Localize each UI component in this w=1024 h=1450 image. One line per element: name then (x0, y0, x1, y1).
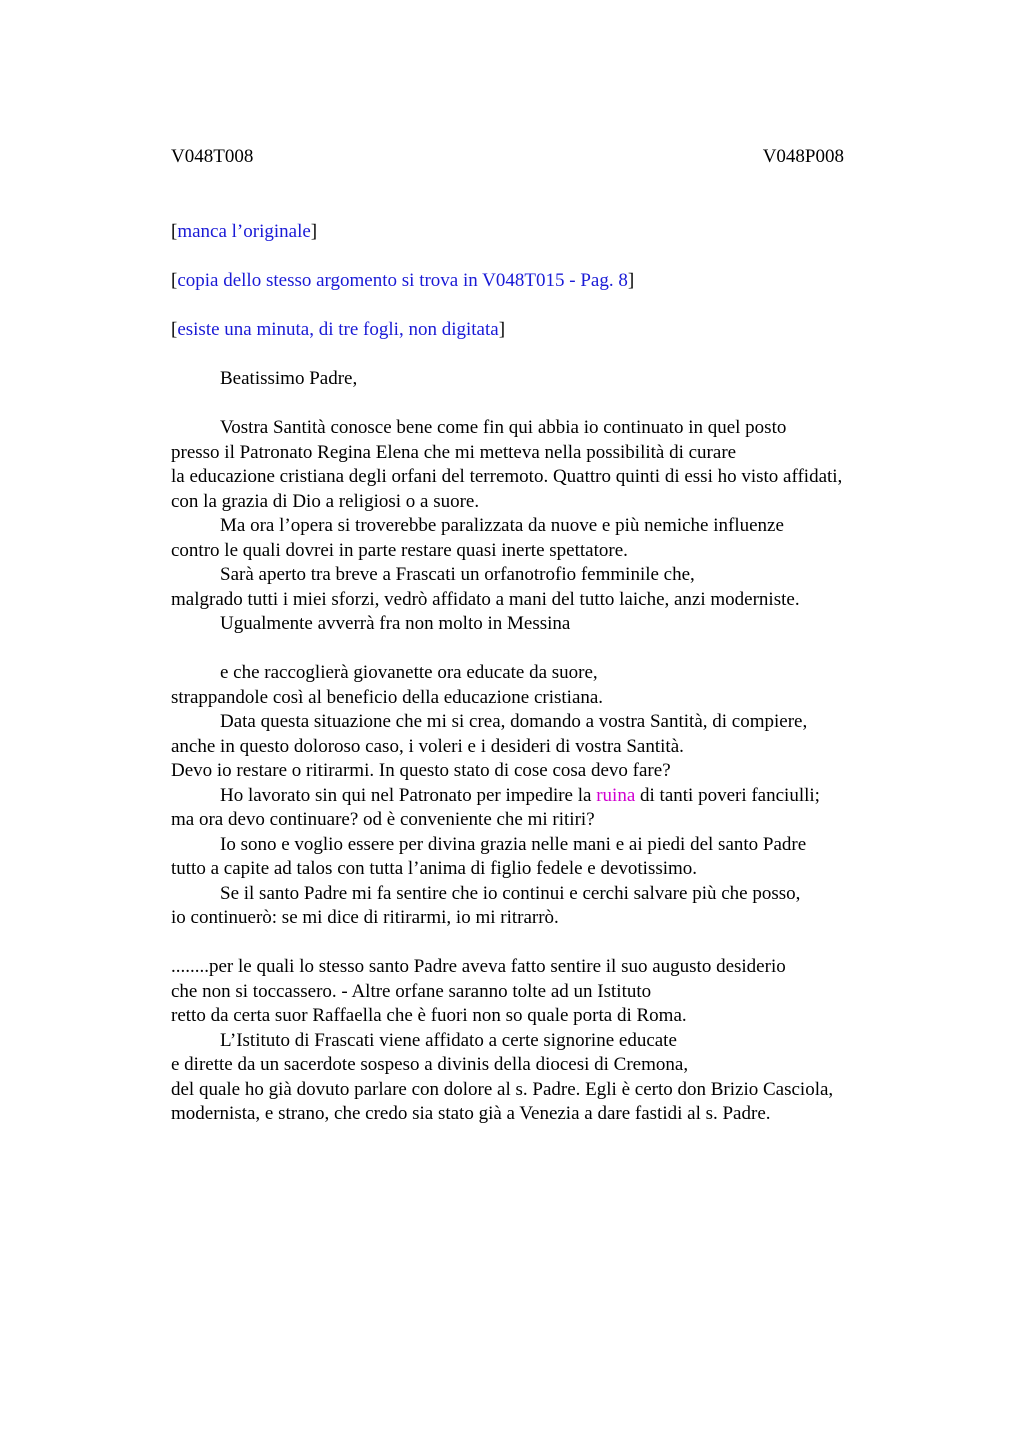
text-line: Ma ora l’opera si troverebbe paralizzata da nuove e più nemiche influenze (220, 515, 784, 536)
text-line: e dirette da un sacerdote sospeso a divinis della diocesi di Cremona, (171, 1054, 689, 1075)
note-copy-reference: [copia dello stesso argomento si trova in V048T015 - Pag. 8] (171, 270, 635, 291)
highlighted-word: ruina (596, 784, 636, 806)
note-copy-reference-text: copia dello stesso argomento si trova in V048T015 - Pag. 8 (177, 270, 628, 291)
text-line: io continuerò: se mi dice di ritirarmi, io mi ritrarrò. (171, 907, 559, 928)
text-line: malgrado tutti i miei sforzi, vedrò affidato a mani del tutto laiche, anzi moderniste. (171, 588, 800, 610)
text-line: la educazione cristiana degli orfani del terremoto. Quattro quinti di essi ho visto affidati, (171, 466, 843, 487)
text-line: del quale ho già dovuto parlare con dolore al s. Padre. Egli è certo don Brizio Casciola, (171, 1078, 834, 1100)
text-line (171, 784, 931, 809)
text-line: che non si toccassero. - Altre orfane saranno tolte ad un Istituto (171, 980, 652, 1002)
text-segment: Ho lavorato sin qui nel Patronato per impedire la (220, 784, 597, 806)
text-line: Ugualmente avverrà fra non molto in Messina (220, 613, 571, 634)
text-line: ........per le quali lo stesso santo Padre aveva fatto sentire il suo augusto desiderio (171, 956, 786, 977)
text-line: anche in questo doloroso caso, i voleri e i desideri di vostra Santità. (171, 735, 684, 757)
text-line: tutto a capite ad talos con tutta l’anima di figlio fedele e devotissimo. (171, 858, 698, 879)
note-missing-original: [manca l’originale] (171, 221, 318, 242)
text-line: Sarà aperto tra breve a Frascati un orfanotrofio femminile che, (220, 564, 695, 585)
note-missing-original-text: manca l’originale (177, 221, 311, 242)
text-line: ma ora devo continuare? od è conveniente che mi ritiri? (171, 809, 595, 830)
editorial-notes (171, 220, 911, 367)
letter-body (171, 367, 931, 1127)
text-line: L’Istituto di Frascati viene affidato a certe signorine educate (220, 1029, 677, 1051)
text-line: Io sono e voglio essere per divina grazia nelle mani e ai piedi del santo Padre (220, 833, 807, 855)
text-line: Data questa situazione che mi si crea, domando a vostra Santità, di compiere, (220, 711, 808, 732)
text-line: Se il santo Padre mi fa sentire che io continui e cerchi salvare più che posso, (220, 882, 801, 904)
text-line: contro le quali dovrei in parte restare quasi inerte spettatore. (171, 539, 628, 561)
page-header (171, 146, 844, 172)
text-line: e che raccoglierà giovanette ora educate da suore, (220, 662, 598, 683)
text-line: retto da certa suor Raffaella che è fuori non so quale porta di Roma. (171, 1005, 687, 1026)
document-id-right: V048P008 (762, 146, 844, 167)
text-line: modernista, e strano, che credo sia stato già a Venezia a dare fastidi al s. Padre. (171, 1103, 771, 1124)
note-draft-exists: [esiste una minuta, di tre fogli, non digitata] (171, 319, 506, 340)
note-draft-exists-text: esiste una minuta, di tre fogli, non digitata (177, 319, 499, 340)
text-line: Devo io restare o ritirarmi. In questo stato di cose cosa devo fare? (171, 760, 671, 781)
text-segment: di tanti poveri fanciulli; (635, 784, 820, 806)
text-line: Vostra Santità conosce bene come fin qui abbia io continuato in quel posto (220, 417, 787, 438)
salutation: Beatissimo Padre, (220, 368, 358, 389)
text-line: con la grazia di Dio a religiosi o a suore. (171, 490, 480, 512)
document-id-left: V048T008 (171, 146, 254, 167)
text-line: strappandole così al beneficio della educazione cristiana. (171, 686, 604, 708)
text-line: presso il Patronato Regina Elena che mi metteva nella possibilità di curare (171, 441, 737, 463)
